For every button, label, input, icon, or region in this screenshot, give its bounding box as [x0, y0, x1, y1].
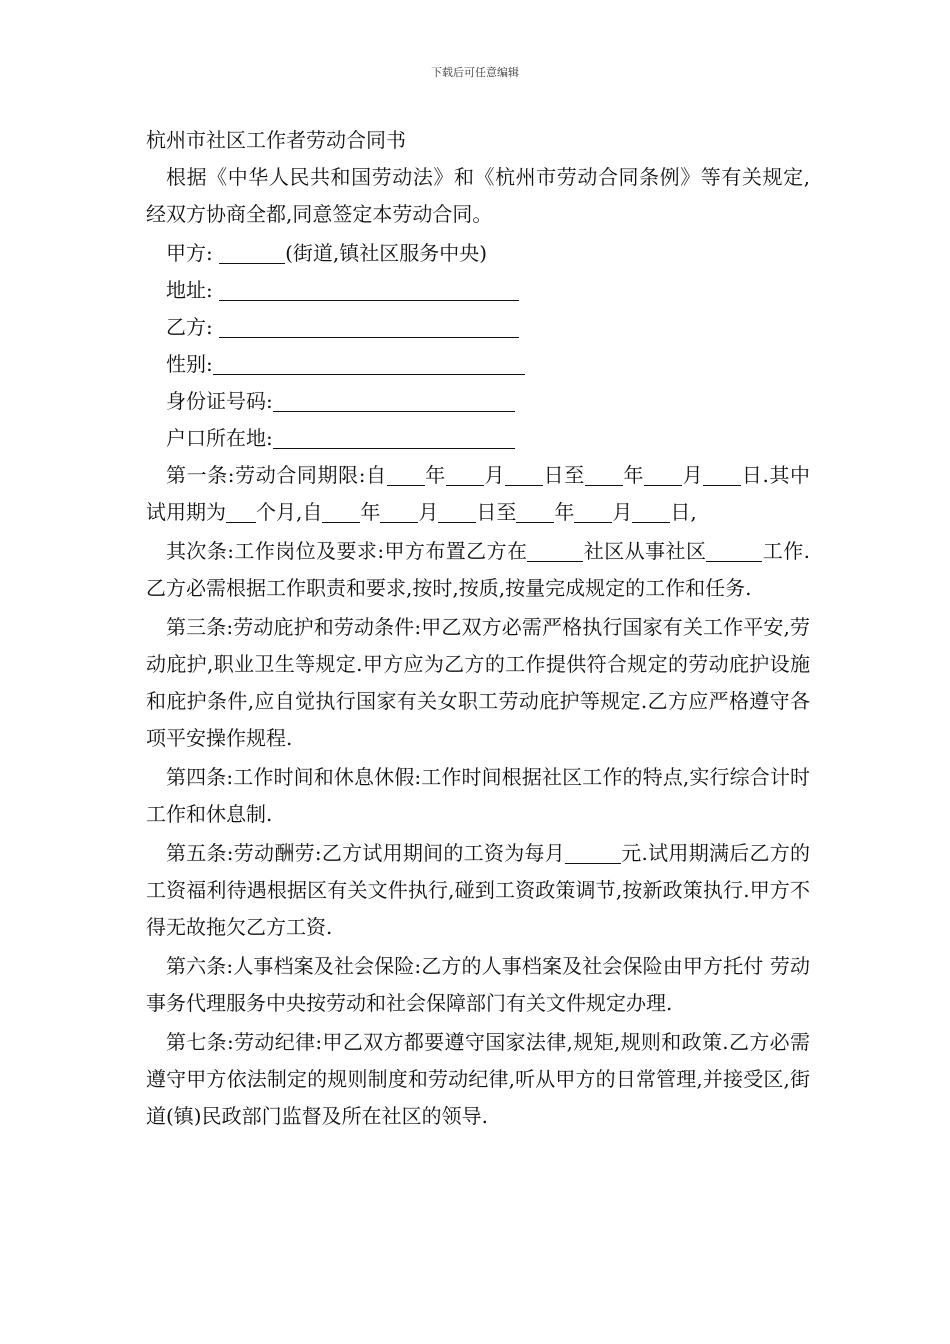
article-6: 第六条:人事档案及社会保险:乙方的人事档案及社会保险由甲方托付 劳动事务代理服务中央按劳动和社会保障部门有关文件规定办理.	[146, 954, 810, 1015]
article-1-text: 年	[360, 500, 381, 524]
article-1-text: 月	[483, 463, 506, 487]
party-b-label: 乙方:	[166, 315, 220, 339]
address-blank	[219, 278, 519, 301]
blank	[565, 841, 621, 864]
article-1-text: 月	[682, 463, 704, 487]
blank	[703, 463, 741, 486]
party-a-blank	[219, 241, 285, 264]
blank	[585, 463, 623, 486]
gender-blank	[213, 352, 525, 375]
party-a-label: 甲方:	[166, 241, 220, 265]
article-5-text: 元.试用期满后乙方的工资福利待遇根据区有关文件执行,碰到工资政策调节,按新政策执行.甲方不得无故拖欠乙方工资.	[146, 841, 811, 939]
article-3: 第三条:劳动庇护和劳动条件:甲乙双方必需严格执行国家有关工作平安,劳动庇护,职业卫生等规定.甲方应为乙方的工作提供符合规定的劳动庇护设施和庇护条件,应自觉执行国家有关女职工劳动庇护等规定.乙方应严格遵守各项平安操作规程.	[146, 615, 810, 750]
blank	[438, 500, 476, 523]
blank	[505, 463, 543, 486]
party-b-blank	[219, 315, 519, 338]
page-header-note: 下载后可任意编辑	[431, 66, 519, 79]
article-1-text: 日,	[670, 500, 697, 524]
article-5-text: 第五条:劳动酬劳:乙方试用期间的工资为每月	[166, 841, 566, 865]
article-1-text: 月	[612, 500, 633, 524]
party-a-suffix: (街道,镇社区服务中央)	[285, 241, 488, 265]
article-2-text: 其次条:工作岗位及要求:甲方布置乙方在	[166, 539, 528, 563]
blank	[644, 463, 682, 486]
id-number-blank	[273, 389, 515, 412]
blank	[380, 500, 418, 523]
document-title: 杭州市社区工作者劳动合同书	[146, 128, 406, 152]
blank	[322, 500, 360, 523]
id-number-field	[146, 383, 810, 420]
gender-field	[146, 346, 810, 383]
party-b-field	[146, 309, 810, 346]
article-1-text: 年	[622, 463, 645, 487]
article-2	[146, 533, 810, 607]
article-1-text: 月	[418, 500, 439, 524]
blank	[527, 539, 583, 562]
article-1-text: 年	[554, 500, 575, 524]
blank	[387, 463, 425, 486]
article-1-text: 日至	[476, 500, 517, 524]
article-1-text: 年	[424, 463, 446, 487]
hukou-label: 户口所在地:	[166, 426, 273, 450]
contract-document	[146, 122, 810, 1137]
article-1-text: .其中试用期为	[146, 463, 811, 524]
hukou-blank	[273, 426, 515, 449]
gender-label: 性别:	[166, 352, 213, 376]
article-1-text: 日	[741, 463, 763, 487]
article-1-text: 日至	[543, 463, 585, 487]
hukou-field	[146, 420, 810, 457]
intro-paragraph: 根据《中华人民共和国劳动法》和《杭州市劳动合同条例》等有关规定,经双方协商全都,同意签定本劳动合同。	[146, 165, 810, 226]
blank	[446, 463, 484, 486]
blank	[516, 500, 554, 523]
party-a-field	[146, 235, 810, 272]
article-2-text: 社区从事社区	[583, 539, 707, 563]
blank	[574, 500, 612, 523]
article-1-text: 个月,自	[256, 500, 323, 524]
article-1	[146, 457, 810, 531]
blank	[632, 500, 670, 523]
address-field	[146, 272, 810, 309]
article-7: 第七条:劳动纪律:甲乙双方都要遵守国家法律,规矩,规则和政策.乙方必需遵守甲方依法制定的规则制度和劳动纪律,听从甲方的日常管理,并接受区,街道(镇)民政部门监督及所在社区的领导.	[146, 1030, 810, 1128]
article-1-text: 第一条:劳动合同期限:自	[166, 463, 387, 487]
article-2-text: 工作.乙方必需根据工作职责和要求,按时,按质,按量完成规定的工作和任务.	[146, 539, 811, 600]
id-number-label: 身份证号码:	[166, 389, 273, 413]
blank	[226, 500, 256, 523]
article-4: 第四条:工作时间和休息休假:工作时间根据社区工作的特点,实行综合计时工作和休息制.	[146, 765, 810, 826]
article-5	[146, 835, 810, 946]
blank	[706, 539, 762, 562]
address-label: 地址:	[166, 278, 220, 302]
